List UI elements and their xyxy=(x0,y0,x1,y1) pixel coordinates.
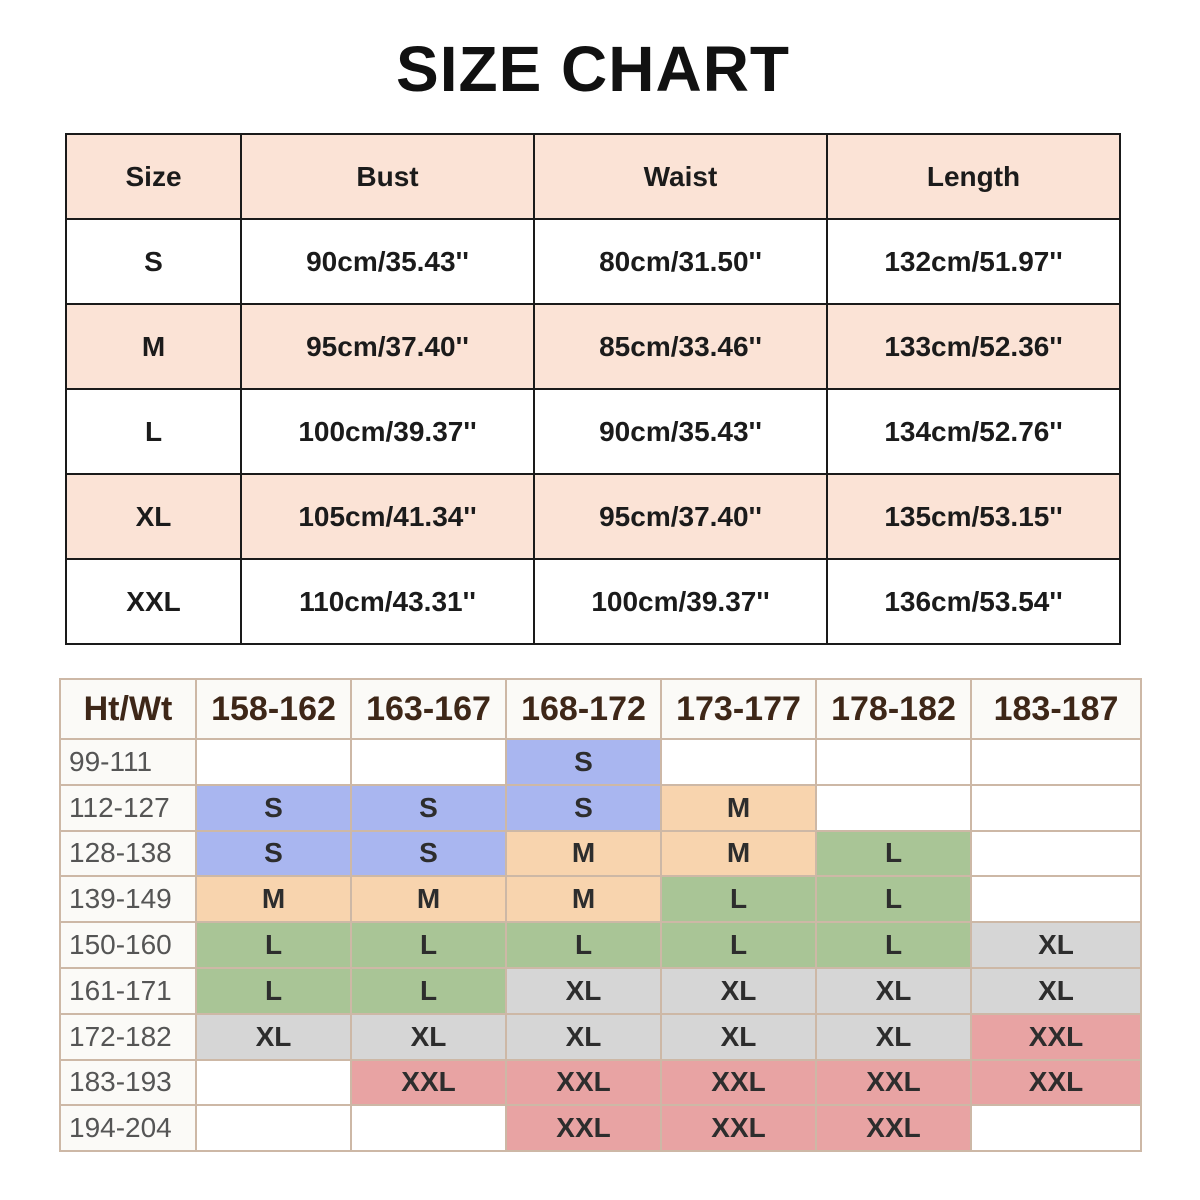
weight-label: 99-111 xyxy=(60,739,196,785)
table-row xyxy=(60,1014,1141,1060)
size-cell: L xyxy=(66,389,241,474)
size-cell: XXL xyxy=(816,1060,971,1106)
bust-cell: 110cm/43.31'' xyxy=(241,559,534,644)
height-header: 163-167 xyxy=(351,679,506,739)
bust-cell: 90cm/35.43'' xyxy=(241,219,534,304)
size-cell: XL xyxy=(506,1014,661,1060)
size-cell: S xyxy=(506,785,661,831)
size-cell: S xyxy=(66,219,241,304)
weight-label: 112-127 xyxy=(60,785,196,831)
size-cell: S xyxy=(351,785,506,831)
size-cell: L xyxy=(661,922,816,968)
size-cell xyxy=(971,831,1141,877)
weight-label: 172-182 xyxy=(60,1014,196,1060)
waist-cell: 90cm/35.43'' xyxy=(534,389,827,474)
size-cell: M xyxy=(661,831,816,877)
waist-cell: 100cm/39.37'' xyxy=(534,559,827,644)
size-cell xyxy=(816,785,971,831)
table-row xyxy=(66,304,1120,389)
size-cell: XXL xyxy=(66,559,241,644)
height-header: 173-177 xyxy=(661,679,816,739)
size-cell: XL xyxy=(816,968,971,1014)
header-size: Size xyxy=(66,134,241,219)
size-cell: M xyxy=(196,876,351,922)
size-cell: L xyxy=(506,922,661,968)
length-cell: 132cm/51.97'' xyxy=(827,219,1120,304)
size-cell xyxy=(196,1105,351,1151)
size-cell: XXL xyxy=(661,1060,816,1106)
size-cell xyxy=(971,1105,1141,1151)
size-cell: XXL xyxy=(816,1105,971,1151)
page-title: SIZE CHART xyxy=(396,33,790,105)
length-cell: 135cm/53.15'' xyxy=(827,474,1120,559)
size-cell: XXL xyxy=(971,1014,1141,1060)
size-cell: M xyxy=(351,876,506,922)
header-length: Length xyxy=(827,134,1120,219)
length-cell: 133cm/52.36'' xyxy=(827,304,1120,389)
size-cell: XL xyxy=(196,1014,351,1060)
table-row xyxy=(60,831,1141,877)
size-cell: S xyxy=(196,785,351,831)
size-cell: L xyxy=(816,831,971,877)
fit-header-row xyxy=(60,679,1141,739)
size-cell: XXL xyxy=(506,1060,661,1106)
weight-label: 194-204 xyxy=(60,1105,196,1151)
size-cell xyxy=(351,1105,506,1151)
size-cell: XL xyxy=(661,968,816,1014)
size-cell: L xyxy=(351,968,506,1014)
size-cell: XL xyxy=(506,968,661,1014)
length-cell: 134cm/52.76'' xyxy=(827,389,1120,474)
table-row xyxy=(60,876,1141,922)
header-bust: Bust xyxy=(241,134,534,219)
height-header: 158-162 xyxy=(196,679,351,739)
size-cell xyxy=(351,739,506,785)
height-header: 178-182 xyxy=(816,679,971,739)
table-row xyxy=(60,785,1141,831)
size-cell xyxy=(816,739,971,785)
measurement-header-row xyxy=(66,134,1120,219)
table-row xyxy=(60,1105,1141,1151)
size-cell: L xyxy=(196,968,351,1014)
height-header: 168-172 xyxy=(506,679,661,739)
length-cell: 136cm/53.54'' xyxy=(827,559,1120,644)
size-cell: M xyxy=(661,785,816,831)
fit-body xyxy=(60,739,1141,1151)
size-cell: S xyxy=(506,739,661,785)
size-cell xyxy=(971,785,1141,831)
size-cell xyxy=(971,739,1141,785)
waist-cell: 80cm/31.50'' xyxy=(534,219,827,304)
size-cell: XXL xyxy=(351,1060,506,1106)
size-cell: L xyxy=(816,922,971,968)
size-cell: XXL xyxy=(506,1105,661,1151)
table-row xyxy=(66,219,1120,304)
table-row xyxy=(60,968,1141,1014)
size-cell: XL xyxy=(351,1014,506,1060)
size-cell: L xyxy=(351,922,506,968)
size-cell: L xyxy=(816,876,971,922)
size-cell: XL xyxy=(816,1014,971,1060)
size-cell xyxy=(971,876,1141,922)
bust-cell: 95cm/37.40'' xyxy=(241,304,534,389)
bust-cell: 100cm/39.37'' xyxy=(241,389,534,474)
table-row xyxy=(66,474,1120,559)
size-cell: L xyxy=(661,876,816,922)
size-cell: S xyxy=(196,831,351,877)
measurement-table xyxy=(65,133,1121,645)
height-header: 183-187 xyxy=(971,679,1141,739)
header-waist: Waist xyxy=(534,134,827,219)
size-cell: XXL xyxy=(971,1060,1141,1106)
size-cell: M xyxy=(66,304,241,389)
size-cell xyxy=(196,1060,351,1106)
size-cell: XXL xyxy=(661,1105,816,1151)
waist-cell: 95cm/37.40'' xyxy=(534,474,827,559)
table-row xyxy=(66,559,1120,644)
weight-label: 128-138 xyxy=(60,831,196,877)
table-row xyxy=(60,739,1141,785)
size-cell xyxy=(196,739,351,785)
size-cell: XL xyxy=(971,968,1141,1014)
size-cell: XL xyxy=(661,1014,816,1060)
weight-label: 161-171 xyxy=(60,968,196,1014)
size-cell: XL xyxy=(971,922,1141,968)
height-weight-size-table xyxy=(59,678,1142,1152)
size-cell: M xyxy=(506,831,661,877)
size-cell: S xyxy=(351,831,506,877)
waist-cell: 85cm/33.46'' xyxy=(534,304,827,389)
bust-cell: 105cm/41.34'' xyxy=(241,474,534,559)
size-cell: L xyxy=(196,922,351,968)
table-row xyxy=(66,389,1120,474)
table-row xyxy=(60,1060,1141,1106)
weight-label: 150-160 xyxy=(60,922,196,968)
weight-label: 139-149 xyxy=(60,876,196,922)
size-cell: XL xyxy=(66,474,241,559)
size-cell: M xyxy=(506,876,661,922)
corner-label: Ht/Wt xyxy=(60,679,196,739)
table-row xyxy=(60,922,1141,968)
weight-label: 183-193 xyxy=(60,1060,196,1106)
size-cell xyxy=(661,739,816,785)
